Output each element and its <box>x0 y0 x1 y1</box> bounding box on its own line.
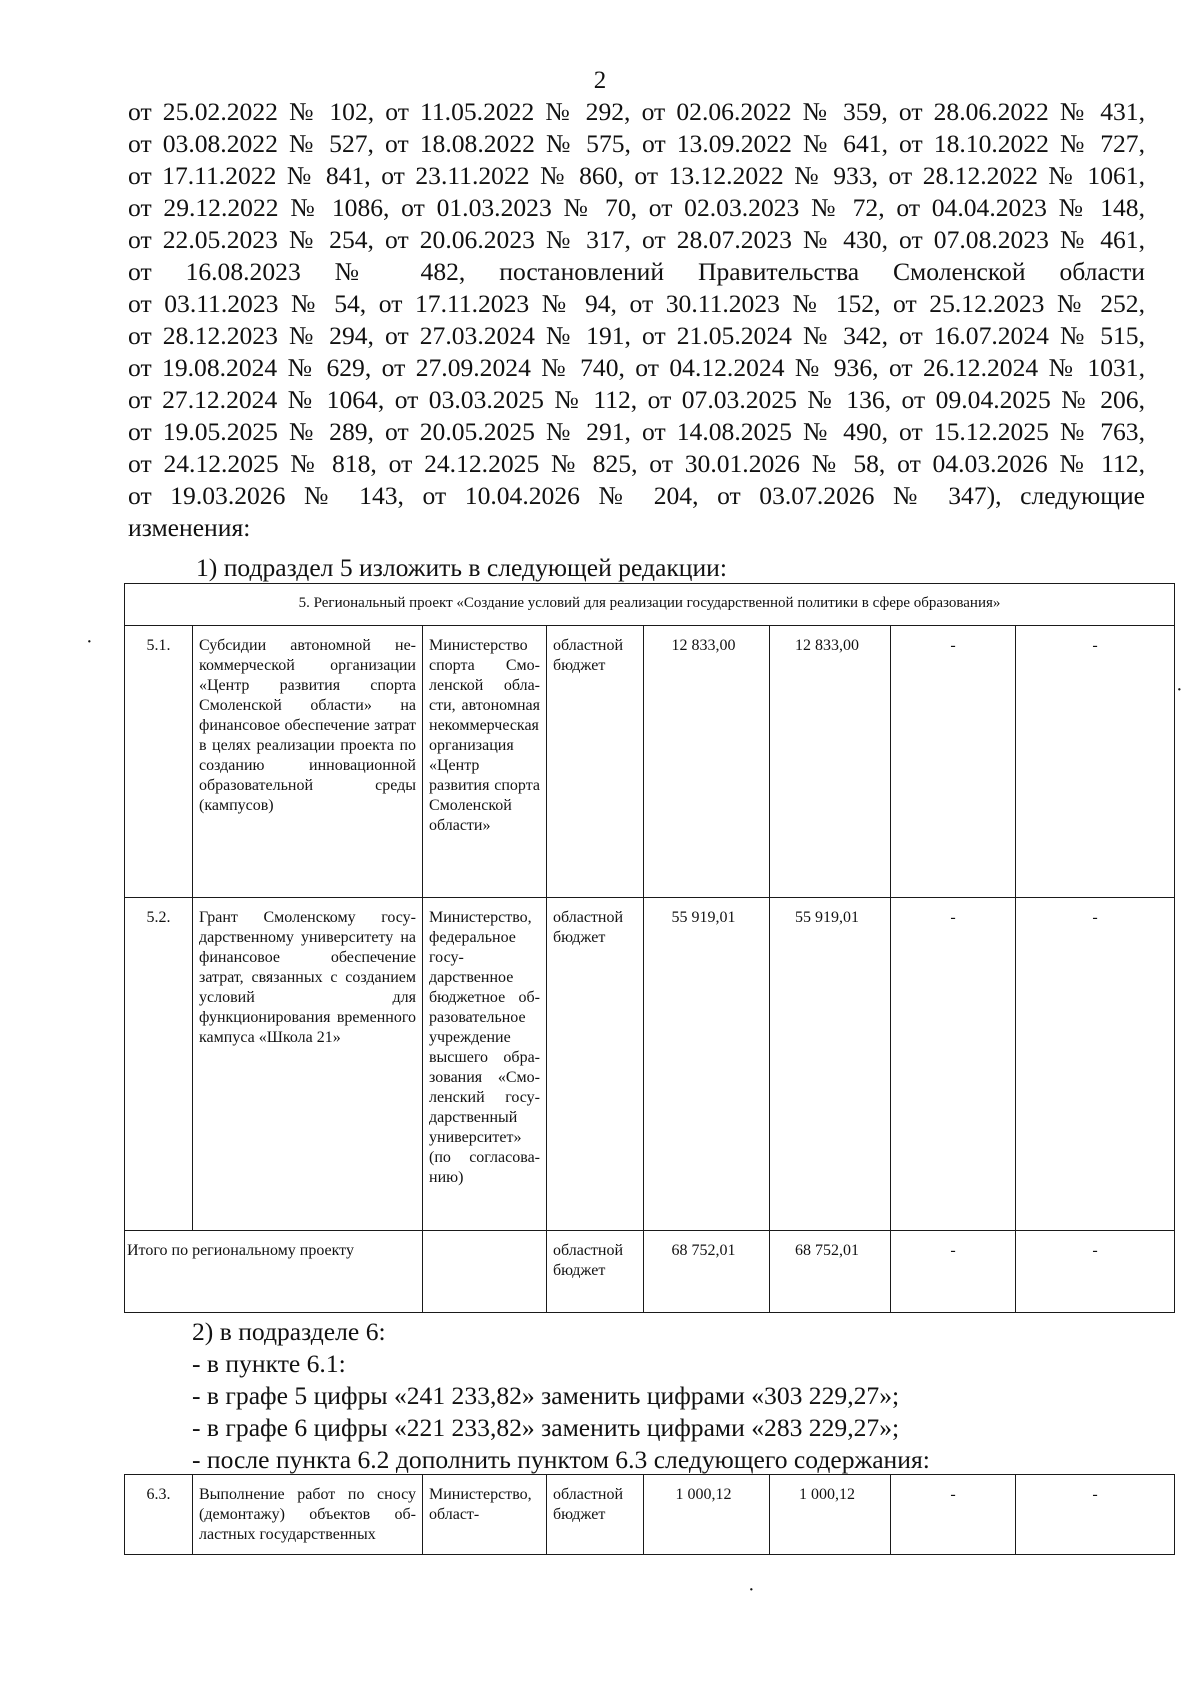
scan-speck: · <box>748 1579 755 1601</box>
intro-line: от 28.12.2023 № 294, от 27.03.2024 № 191, от 21.05.2024 № 342, от 16.07.2024 № 515, <box>128 321 1145 350</box>
executor-cell: Министерство, федеральное государственное бюджетное образовательное учреждение высшего образования «Смоленский государственный университет» (по согласованию) <box>423 898 547 1231</box>
total-label: Итого по региональному проекту <box>125 1231 423 1313</box>
amount-year-3: - <box>1016 626 1175 898</box>
item-1-heading: 1) подраздел 5 изложить в следующей редакции: <box>196 553 727 582</box>
amount-year-1: 55 919,01 <box>770 898 891 1231</box>
measure-description: Субсидии автономной некоммерческой организации «Центр развития спорта Смоленской области» на финансовое обеспечение затрат в целях реализации проекта по созданию инновационной образовательной среды (кампусов) <box>193 626 423 898</box>
subsection-6-table <box>124 1474 1175 1555</box>
intro-line: от 19.03.2026 № 143, от 10.04.2026 № 204, от 03.07.2026 № 347), следующие <box>128 481 1145 510</box>
item-2-line: - в графе 5 цифры «241 233,82» заменить цифрами «303 229,27»; <box>192 1381 900 1410</box>
intro-line: изменения: <box>128 513 251 542</box>
item-2-line: - в графе 6 цифры «221 233,82» заменить цифрами «283 229,27»; <box>192 1413 900 1442</box>
intro-line: от 19.08.2024 № 629, от 27.09.2024 № 740, от 04.12.2024 № 936, от 26.12.2024 № 1031, <box>128 353 1145 382</box>
row-number: 5.1. <box>125 626 193 898</box>
item-2-line: - после пункта 6.2 дополнить пунктом 6.3 следующего содержания: <box>192 1445 930 1474</box>
amount-total: 1 000,12 <box>644 1475 770 1555</box>
intro-line: от 25.02.2022 № 102, от 11.05.2022 № 292, от 02.06.2022 № 359, от 28.06.2022 № 431, <box>128 97 1145 126</box>
scan-speck: · <box>1176 679 1183 701</box>
subsection-5-table <box>124 583 1175 1313</box>
page-number: 2 <box>593 67 607 94</box>
amount-year-1: 1 000,12 <box>770 1475 891 1555</box>
row-number: 5.2. <box>125 898 193 1231</box>
section-title: 5. Региональный проект «Создание условий для реализации государственной политики в сфере образования» <box>125 584 1175 626</box>
intro-paragraph <box>128 96 1145 544</box>
amount-year-3: - <box>1016 898 1175 1231</box>
executor-cell: Министерство спорта Смоленской области, автономная некоммерческая организация «Центр развития спорта Смоленской области» <box>423 626 547 898</box>
intro-line: от 03.08.2022 № 527, от 18.08.2022 № 575, от 13.09.2022 № 641, от 18.10.2022 № 727, <box>128 129 1145 158</box>
amount-year-2: - <box>891 898 1016 1231</box>
intro-line: от 16.08.2023 № 482, постановлений Правительства Смоленской области <box>128 257 1145 286</box>
amount-total: 12 833,00 <box>644 626 770 898</box>
intro-line: от 22.05.2023 № 254, от 20.06.2023 № 317, от 28.07.2023 № 430, от 07.08.2023 № 461, <box>128 225 1145 254</box>
scan-speck: · <box>86 631 93 653</box>
amount-year-2: - <box>891 626 1016 898</box>
executor-cell <box>423 1231 547 1313</box>
total-row <box>125 1231 1175 1313</box>
funding-source: областной бюджет <box>547 898 644 1231</box>
executor-cell: Министерство, област- <box>423 1475 547 1555</box>
amount-total: 68 752,01 <box>644 1231 770 1313</box>
table-row <box>125 1475 1175 1555</box>
table-row <box>125 626 1175 898</box>
funding-source: областной бюджет <box>547 1475 644 1555</box>
amount-year-2: - <box>891 1475 1016 1555</box>
intro-line: от 03.11.2023 № 54, от 17.11.2023 № 94, от 30.11.2023 № 152, от 25.12.2023 № 252, <box>128 289 1145 318</box>
amount-year-1: 12 833,00 <box>770 626 891 898</box>
item-2-line: - в пункте 6.1: <box>192 1349 346 1378</box>
section-title-row <box>125 584 1175 626</box>
row-number: 6.3. <box>125 1475 193 1555</box>
intro-line: от 24.12.2025 № 818, от 24.12.2025 № 825, от 30.01.2026 № 58, от 04.03.2026 № 112, <box>128 449 1145 478</box>
amount-year-1: 68 752,01 <box>770 1231 891 1313</box>
measure-description: Выполнение работ по сносу (демонтажу) объектов областных государственных <box>193 1475 423 1555</box>
amount-total: 55 919,01 <box>644 898 770 1231</box>
table-row <box>125 898 1175 1231</box>
intro-line: от 27.12.2024 № 1064, от 03.03.2025 № 112, от 07.03.2025 № 136, от 09.04.2025 № 206, <box>128 385 1145 414</box>
amount-year-3: - <box>1016 1231 1175 1313</box>
intro-line: от 29.12.2022 № 1086, от 01.03.2023 № 70, от 02.03.2023 № 72, от 04.04.2023 № 148, <box>128 193 1145 222</box>
item-2-heading: 2) в подразделе 6: <box>192 1317 386 1346</box>
intro-line: от 19.05.2025 № 289, от 20.05.2025 № 291, от 14.08.2025 № 490, от 15.12.2025 № 763, <box>128 417 1145 446</box>
amount-year-3: - <box>1016 1475 1175 1555</box>
amount-year-2: - <box>891 1231 1016 1313</box>
funding-source: областной бюджет <box>547 1231 644 1313</box>
intro-line: от 17.11.2022 № 841, от 23.11.2022 № 860, от 13.12.2022 № 933, от 28.12.2022 № 1061, <box>128 161 1145 190</box>
funding-source: областной бюджет <box>547 626 644 898</box>
measure-description: Грант Смоленскому государственному университету на финансовое обеспечение затрат, связанных с созданием условий для функционирования временного кампуса «Школа 21» <box>193 898 423 1231</box>
